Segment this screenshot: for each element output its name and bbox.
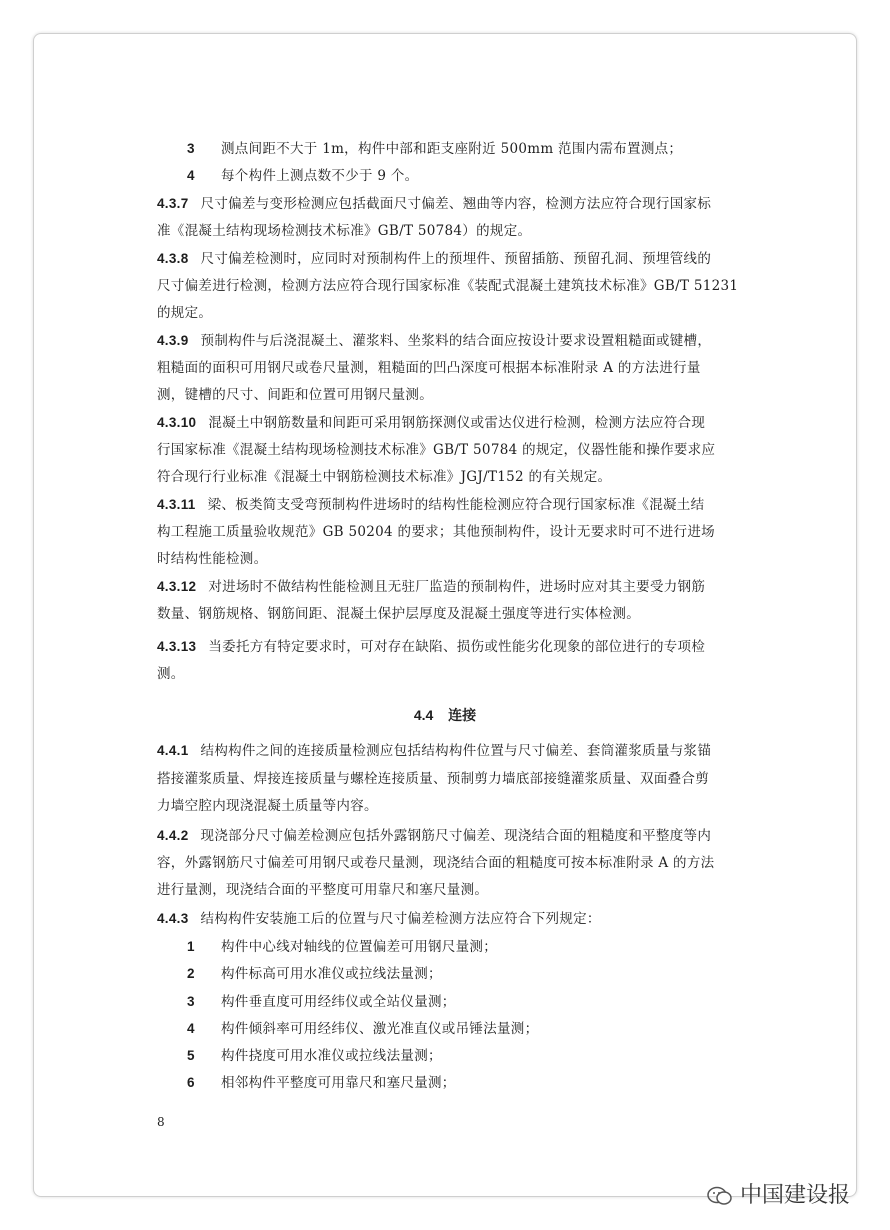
text-line [157, 276, 742, 296]
clause-number: 4.3.13 [157, 639, 197, 654]
text-line [157, 194, 742, 214]
text-line [157, 221, 742, 241]
line-text: 测，键槽的尺寸、间距和位置可用钢尺量测。 [157, 387, 433, 403]
line-text: 测。 [157, 666, 185, 682]
item-number: 1 [187, 939, 195, 954]
clause-number: 4.4.3 [157, 911, 189, 926]
text-line [157, 440, 742, 460]
page-number: 8 [157, 1115, 165, 1129]
text-line [157, 358, 742, 378]
line-text: 尺寸偏差检测时，应同时对预制构件上的预埋件、预留插筋、预留孔洞、预埋管线的 [200, 251, 712, 267]
line-text: 进行量测，现浇结合面的平整度可用靠尺和塞尺量测。 [157, 882, 489, 898]
line-text: 容，外露钢筋尺寸偏差可用钢尺或卷尺量测，现浇结合面的粗糙度可按本标准附录 A 的方法 [157, 855, 715, 871]
watermark-text: 中国建设报 [739, 1183, 850, 1208]
text-line [157, 909, 742, 929]
text-line [157, 853, 742, 873]
line-text: 当委托方有特定要求时，可对存在缺陷、损伤或性能劣化现象的部位进行的专项检 [208, 639, 706, 655]
clause-number: 4.3.8 [157, 251, 189, 266]
line-text: 对进场时不做结构性能检测且无驻厂监造的预制构件，进场时应对其主要受力钢筋 [208, 579, 706, 595]
text-line [157, 796, 742, 816]
line-text: 时结构性能检测。 [157, 551, 268, 567]
text-line [187, 992, 742, 1012]
line-text: 尺寸偏差与变形检测应包括截面尺寸偏差、翘曲等内容，检测方法应符合现行国家标 [200, 196, 712, 212]
text-line [157, 467, 742, 487]
text-line [157, 522, 742, 542]
clause-number: 4.3.11 [157, 497, 196, 512]
text-line [157, 303, 742, 323]
clause-number: 4.3.12 [157, 579, 197, 594]
item-number: 2 [187, 966, 195, 981]
text-line [187, 166, 742, 186]
text-line [157, 637, 742, 657]
text-line [187, 1073, 742, 1093]
line-text: 搭接灌浆质量、焊接连接质量与螺栓连接质量、预制剪力墙底部接缝灌浆质量、双面叠合剪 [157, 771, 709, 787]
line-text: 构件倾斜率可用经纬仪、激光准直仪或吊锤法量测； [221, 1021, 539, 1037]
section-heading [0, 705, 890, 725]
watermark [706, 1178, 850, 1209]
text-line [157, 549, 742, 569]
text-line [157, 331, 742, 351]
item-number: 6 [187, 1075, 195, 1090]
line-text: 结构构件之间的连接质量检测应包括结构构件位置与尺寸偏差、套筒灌浆质量与浆锚 [200, 743, 712, 759]
wechat-icon [706, 1185, 734, 1207]
line-text: 现浇部分尺寸偏差检测应包括外露钢筋尺寸偏差、现浇结合面的粗糙度和平整度等内 [200, 828, 712, 844]
clause-number: 4.3.9 [157, 333, 189, 348]
line-text: 结构构件安装施工后的位置与尺寸偏差检测方法应符合下列规定： [200, 911, 601, 927]
section-number: 4.4 [413, 707, 434, 723]
text-line [157, 826, 742, 846]
text-line [187, 1046, 742, 1066]
text-line [157, 495, 742, 515]
line-text: 相邻构件平整度可用靠尺和塞尺量测； [221, 1075, 456, 1091]
text-line [157, 249, 742, 269]
item-number: 4 [187, 1021, 195, 1036]
line-text: 构件挠度可用水准仪或拉线法量测； [221, 1048, 442, 1064]
item-number: 4 [187, 168, 195, 183]
section-title: 连接 [448, 708, 477, 724]
text-line [187, 964, 742, 984]
text-line [187, 1019, 742, 1039]
text-line [187, 937, 742, 957]
line-text: 混凝土中钢筋数量和间距可采用钢筋探测仪或雷达仪进行检测，检测方法应符合现 [208, 415, 706, 431]
text-line [157, 385, 742, 405]
clause-number: 4.4.2 [157, 828, 189, 843]
text-line [157, 880, 742, 900]
text-line [157, 413, 742, 433]
clause-number: 4.3.7 [157, 196, 189, 211]
line-text: 构件中心线对轴线的位置偏差可用钢尺量测； [221, 939, 497, 955]
line-text: 力墙空腔内现浇混凝土质量等内容。 [157, 798, 378, 814]
line-text: 尺寸偏差进行检测，检测方法应符合现行国家标准《装配式混凝土建筑技术标准》GB/T 51231 [157, 278, 739, 294]
line-text: 构件垂直度可用经纬仪或全站仪量测； [221, 994, 456, 1010]
line-text: 的规定。 [157, 305, 213, 321]
text-line [187, 139, 742, 159]
line-text: 粗糙面的面积可用钢尺或卷尺量测，粗糙面的凹凸深度可根据本标准附录 A 的方法进行量 [157, 360, 701, 376]
line-text: 梁、板类简支受弯预制构件进场时的结构性能检测应符合现行国家标准《混凝土结 [207, 497, 705, 513]
line-text: 每个构件上测点数不少于 9 个。 [221, 168, 419, 184]
text-line [157, 741, 742, 761]
line-text: 测点间距不大于 1m，构件中部和距支座附近 500mm 范围内需布置测点； [221, 141, 683, 157]
text-line [157, 769, 742, 789]
clause-number: 4.4.1 [157, 743, 189, 758]
line-text: 构工程施工质量验收规范》GB 50204 的要求；其他预制构件，设计无要求时可不进行进场 [157, 524, 715, 540]
line-text: 准《混凝土结构现场检测技术标准》GB/T 50784）的规定。 [157, 223, 532, 239]
line-text: 数量、钢筋规格、钢筋间距、混凝土保护层厚度及混凝土强度等进行实体检测。 [157, 606, 640, 622]
item-number: 5 [187, 1048, 195, 1063]
line-text: 符合现行行业标准《混凝土中钢筋检测技术标准》JGJ/T152 的有关规定。 [157, 469, 612, 485]
line-text: 预制构件与后浇混凝土、灌浆料、坐浆料的结合面应按设计要求设置粗糙面或键槽， [200, 333, 712, 349]
item-number: 3 [187, 994, 195, 1009]
item-number: 3 [187, 141, 195, 156]
line-text: 行国家标准《混凝土结构现场检测技术标准》GB/T 50784 的规定，仪器性能和操作要求应 [157, 442, 716, 458]
clause-number: 4.3.10 [157, 415, 197, 430]
line-text: 构件标高可用水准仪或拉线法量测； [221, 966, 442, 982]
text-line [157, 664, 742, 684]
text-line [157, 577, 742, 597]
text-line [157, 604, 742, 624]
